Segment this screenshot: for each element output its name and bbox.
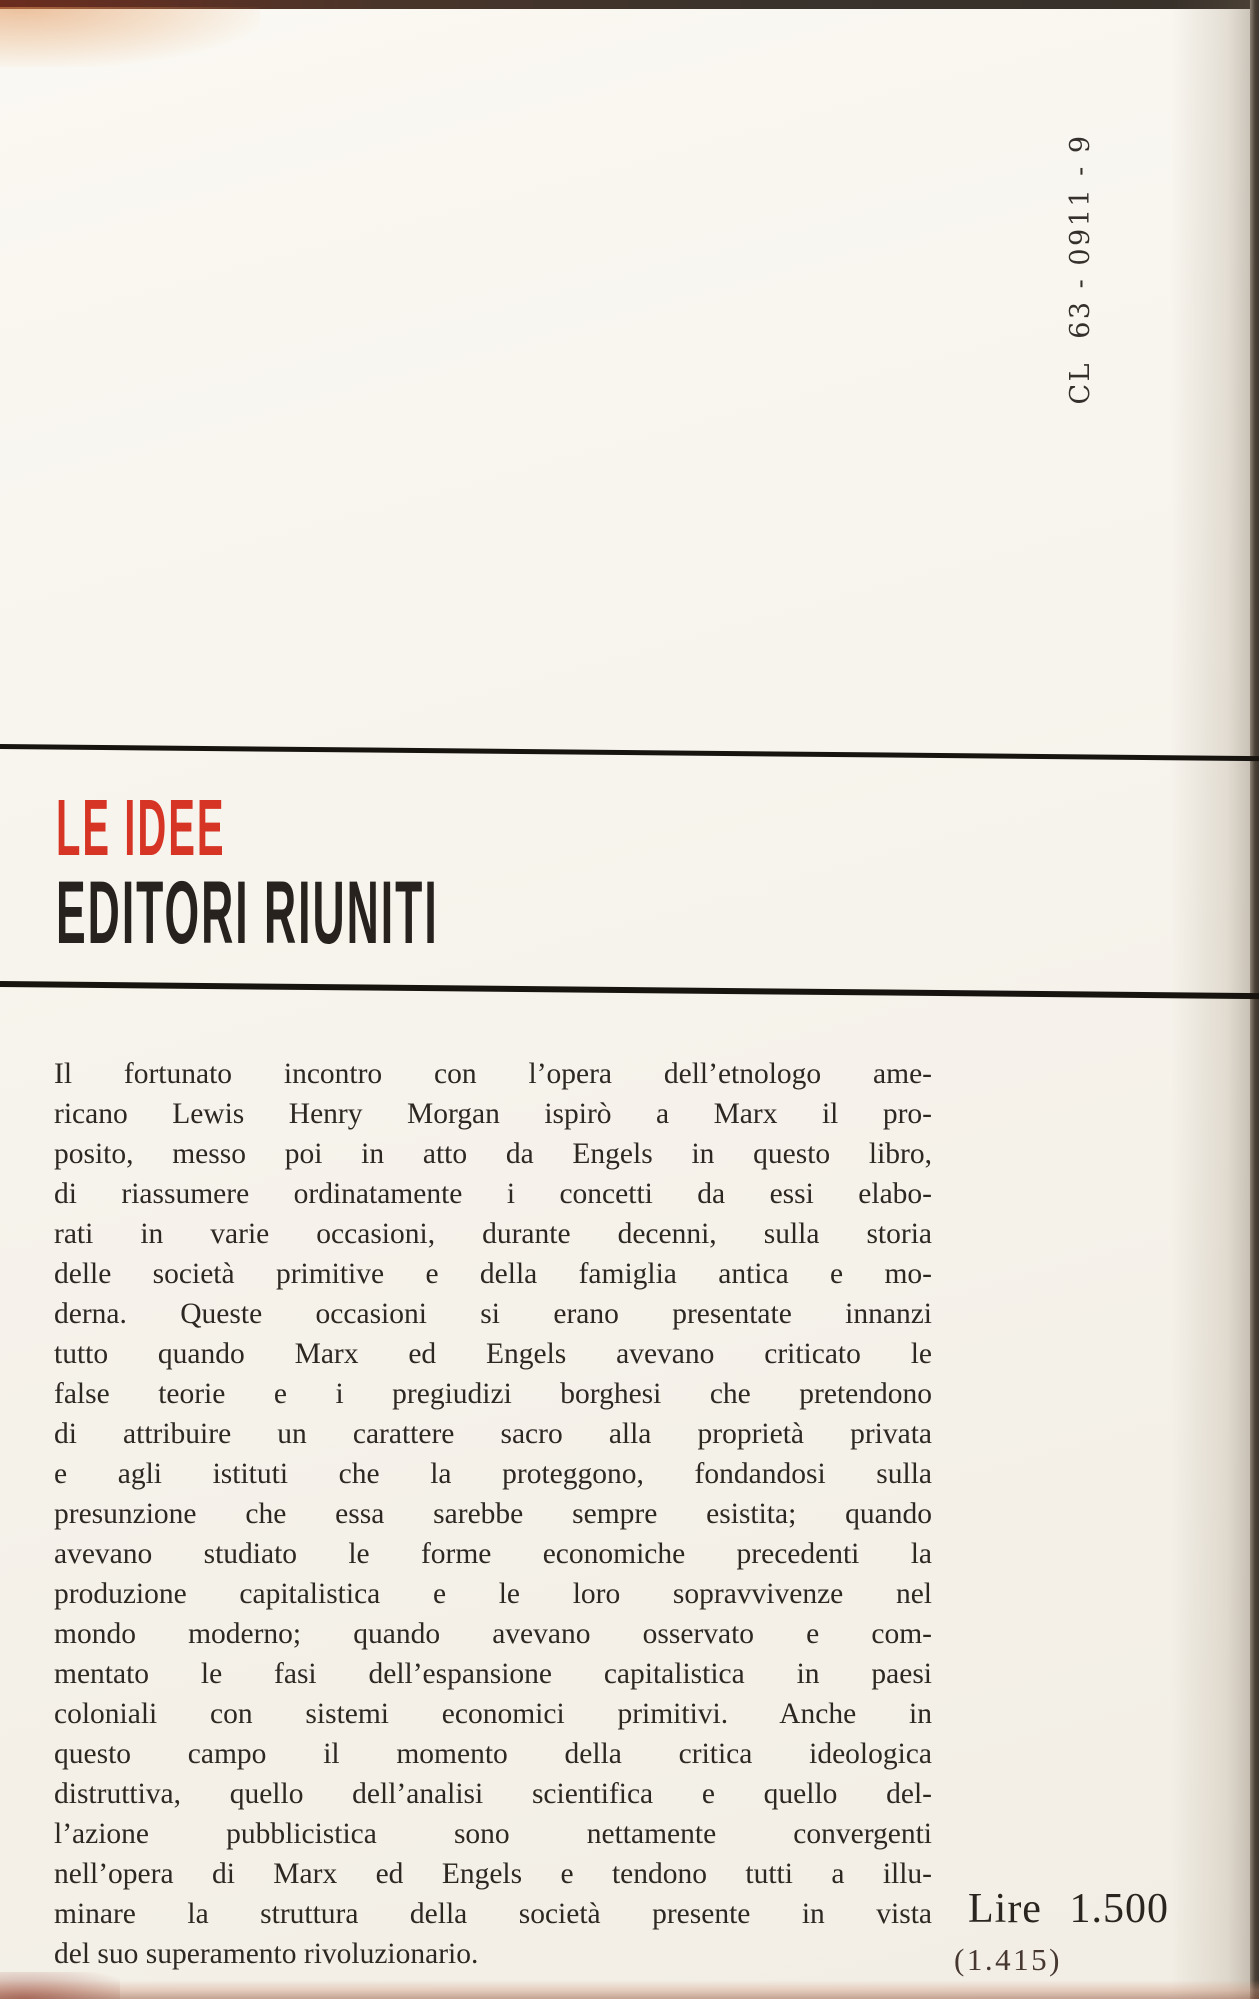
- blurb-line: presunzione che essa sarebbe sempre esistita; quando: [54, 1498, 932, 1530]
- page-edge-line: [1250, 0, 1259, 1999]
- bottom-scan-edge: [0, 1980, 1259, 1999]
- blurb-line: minare la struttura della società presente in vista: [54, 1898, 932, 1930]
- blurb-line: l’azione pubblicistica sono nettamente convergenti: [54, 1818, 932, 1850]
- price-label: Lire 1.500: [968, 1886, 1169, 1932]
- blurb-line: di attribuire un carattere sacro alla proprietà privata: [54, 1418, 932, 1450]
- blurb-line: coloniali con sistemi economici primitivi. Anche in: [54, 1698, 932, 1730]
- series-title-text: LE IDEE: [56, 783, 226, 872]
- header-rule-top: [0, 744, 1259, 761]
- blurb-line: e agli istituti che la proteggono, fondandosi sulla: [54, 1458, 932, 1490]
- blurb-line: mondo moderno; quando avevano osservato e com-: [54, 1618, 932, 1650]
- publisher-name-text: EDITORI RIUNITI: [56, 862, 439, 962]
- blurb-line: mentato le fasi dell’espansione capitalistica in paesi: [54, 1658, 932, 1690]
- blurb-line: avevano studiato le forme economiche precedenti la: [54, 1538, 932, 1570]
- blurb-line: questo campo il momento della critica ideologica: [54, 1738, 932, 1770]
- blurb-line: false teorie e i pregiudizi borghesi che pretendono: [54, 1378, 932, 1410]
- price-alt-label: (1.415): [954, 1942, 1062, 1977]
- blurb-line: Il fortunato incontro con l’opera dell’etnologo ame-: [54, 1058, 932, 1090]
- blurb-line: nell’opera di Marx ed Engels e tendono tutti a illu-: [54, 1858, 932, 1890]
- catalogue-code-vertical: CL 63 - 0911 - 9: [1064, 133, 1096, 405]
- blurb-line: del suo superamento rivoluzionario.: [54, 1938, 479, 1970]
- blurb-line: derna. Queste occasioni si erano presentate innanzi: [54, 1298, 932, 1330]
- top-left-stain: [0, 7, 260, 67]
- publisher-name: [56, 862, 821, 962]
- blurb-line: delle società primitive e della famiglia antica e mo-: [54, 1258, 932, 1290]
- bottom-left-stain: [0, 1972, 120, 1999]
- blurb-line: rati in varie occasioni, durante decenni, sulla storia: [54, 1218, 932, 1250]
- blurb-line: di riassumere ordinatamente i concetti da essi elabo-: [54, 1178, 932, 1210]
- blurb-line: tutto quando Marx ed Engels avevano criticato le: [54, 1338, 932, 1370]
- blurb-line: produzione capitalistica e le loro sopravvivenze nel: [54, 1578, 932, 1610]
- blurb-line: distruttiva, quello dell’analisi scientifica e quello del-: [54, 1778, 932, 1810]
- blurb-line: posito, messo poi in atto da Engels in questo libro,: [54, 1138, 932, 1170]
- header-rule-bottom: [0, 981, 1259, 999]
- blurb-paragraph: [54, 1054, 932, 1974]
- right-edge-shadow: [1170, 0, 1252, 1999]
- blurb-line: ricano Lewis Henry Morgan ispirò a Marx il pro-: [54, 1098, 932, 1130]
- series-title: [56, 783, 395, 872]
